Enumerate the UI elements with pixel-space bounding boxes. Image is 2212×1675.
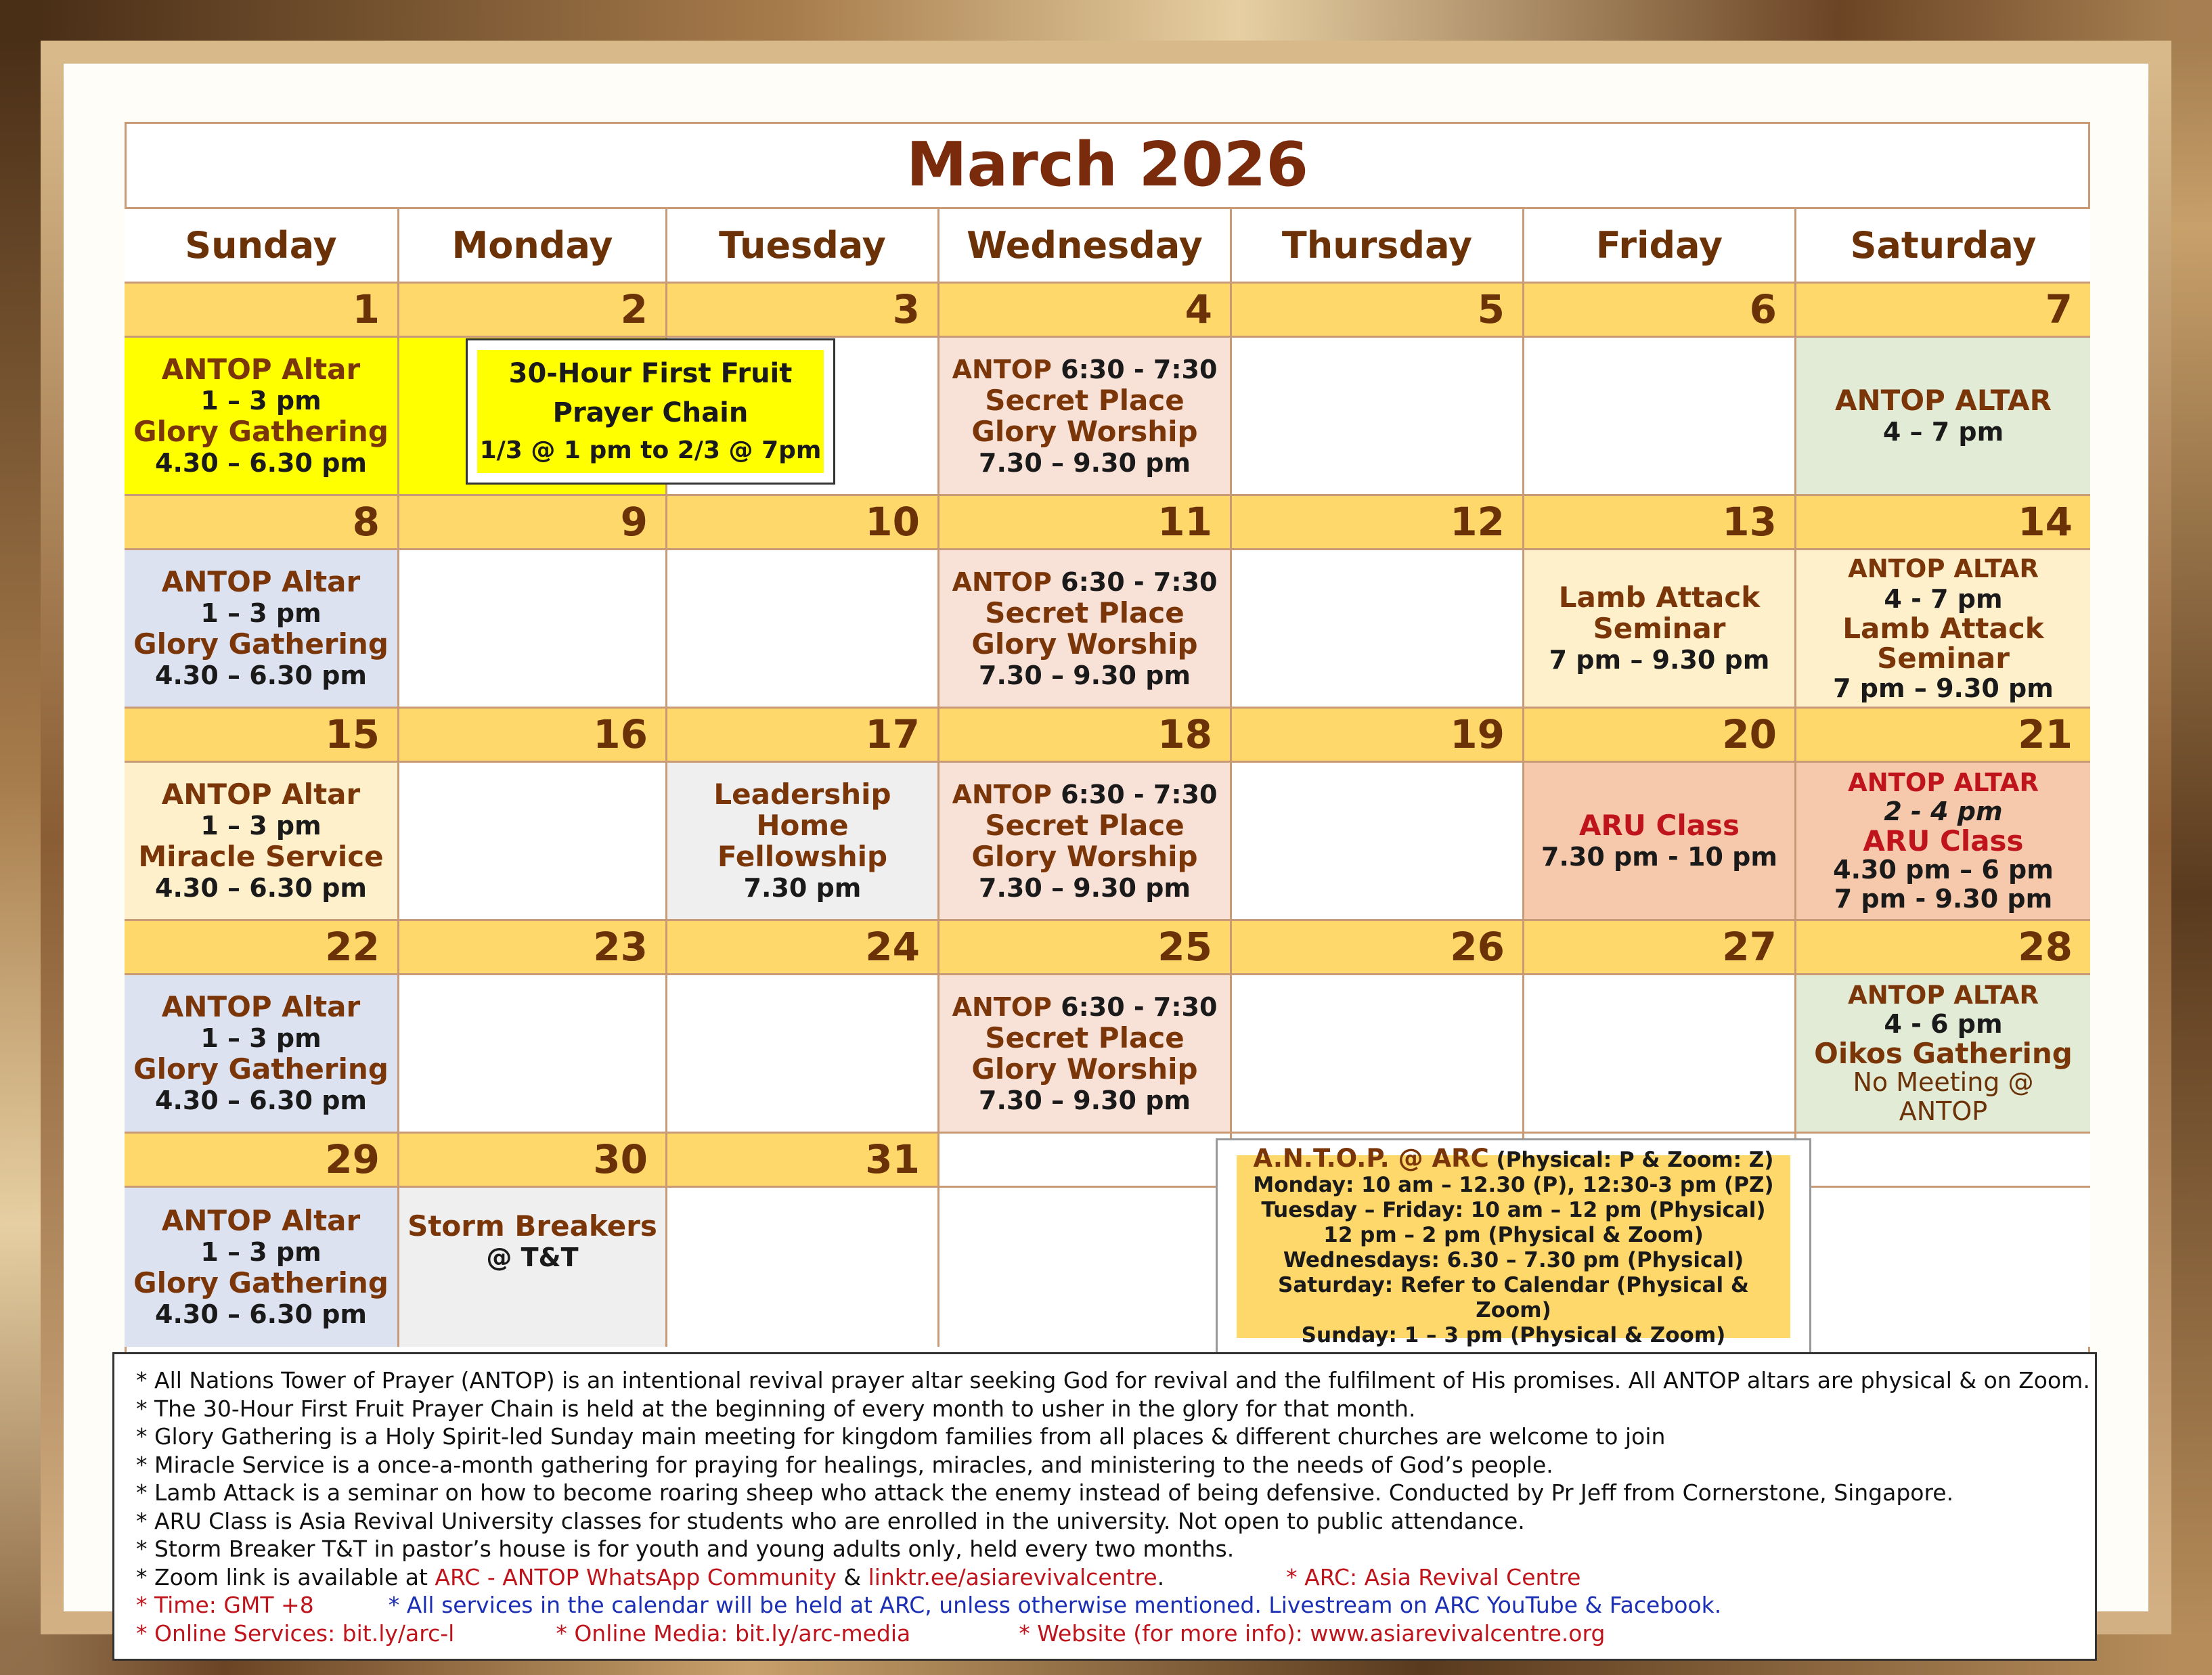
zoom-link-whatsapp[interactable]: ARC - ANTOP WhatsApp Community: [435, 1563, 837, 1590]
event-tue-10: [667, 548, 939, 707]
date-cell: 9: [399, 494, 667, 548]
event-sun-8: [125, 548, 399, 707]
date-cell: 31: [667, 1132, 939, 1186]
zoom-link-linktree[interactable]: linktr.ee/asiarevivalcentre: [868, 1563, 1157, 1590]
event-time: 1 – 3 pm: [200, 598, 322, 628]
first-fruit-callout-body: [477, 350, 824, 473]
event-title: Glory Worship: [971, 414, 1198, 448]
note-online-services[interactable]: * Online Services: bit.ly/arc-l: [136, 1620, 455, 1647]
antop-label: ANTOP: [952, 779, 1052, 809]
antop-schedule-heading-line: [1253, 1143, 1774, 1173]
event-fri-6: [1524, 336, 1796, 494]
antop-time: 6:30 - 7:30: [1061, 779, 1218, 809]
event-tue-31: [667, 1186, 939, 1347]
weekday-wednesday: Wednesday: [939, 207, 1232, 282]
empty-cell: [1796, 1186, 2090, 1347]
note-time-services: [136, 1591, 2073, 1620]
event-time: 4.30 – 6.30 pm: [155, 1299, 367, 1329]
date-cell: 24: [667, 919, 939, 973]
event-sat-21: [1796, 761, 2090, 919]
event-fri-20: [1524, 761, 1796, 919]
event-thu-19: [1232, 761, 1524, 919]
footnotes: [112, 1352, 2097, 1661]
week-3-events: [125, 761, 2090, 919]
event-title: ANTOP ALTAR: [1848, 981, 2039, 1010]
antop-schedule-line: Tuesday – Friday: 10 am – 12 pm (Physical): [1261, 1197, 1766, 1222]
event-mon-16: [399, 761, 667, 919]
antop-schedule-line: Sunday: 1 – 3 pm (Physical & Zoom): [1301, 1322, 1726, 1347]
note-time: * Time: GMT +8: [136, 1592, 314, 1618]
date-cell: 29: [125, 1132, 399, 1186]
event-fri-13: [1524, 548, 1796, 707]
event-title: ANTOP Altar: [161, 1203, 361, 1237]
note-website[interactable]: * Website (for more info): www.asiarevivalcentre.org: [1019, 1620, 1606, 1647]
antop-schedule-line: Saturday: Refer to Calendar (Physical & Zoom): [1278, 1272, 1749, 1322]
antop-schedule-line: Wednesdays: 6.30 – 7.30 pm (Physical): [1283, 1247, 1744, 1272]
event-sat-14: [1796, 548, 2090, 707]
date-cell: 6: [1524, 282, 1796, 336]
event-time: 1 – 3 pm: [200, 1023, 322, 1053]
event-title: ANTOP Altar: [161, 352, 361, 386]
event-title: Secret Place: [985, 596, 1185, 629]
empty-cell: [939, 1186, 1232, 1347]
event-title: Glory Gathering: [133, 627, 389, 661]
event-thu-26: [1232, 973, 1524, 1132]
note-lamb-attack: * Lamb Attack is a seminar on how to become roaring sheep who attack the enemy instead of being defensive. Conducted by Pr Jeff from Cornerstone, Singapore.: [136, 1479, 1954, 1506]
event-title: Fellowship: [717, 839, 888, 873]
event-title: ANTOP Altar: [161, 564, 361, 598]
event-title: Secret Place: [985, 1021, 1185, 1054]
event-time: 4.30 pm – 6 pm: [1833, 855, 2054, 885]
antop-schedule-line: 12 pm – 2 pm (Physical & Zoom): [1323, 1222, 1704, 1247]
event-time: 7.30 – 9.30 pm: [979, 447, 1191, 478]
week-4-numbers: [125, 919, 2090, 973]
event-title: Seminar: [1877, 641, 2010, 675]
date-cell: 4: [939, 282, 1232, 336]
event-title: Secret Place: [985, 808, 1185, 842]
event-title: ANTOP ALTAR: [1848, 768, 2039, 797]
date-cell: 11: [939, 494, 1232, 548]
note-online-media[interactable]: * Online Media: bit.ly/arc-media: [556, 1620, 911, 1647]
note-glory-gathering: * Glory Gathering is a Holy Spirit-led Sunday main meeting for kingdom families from all places & different churches are welcome to join: [136, 1423, 1666, 1450]
event-time: 7 pm - 9.30 pm: [1834, 884, 2053, 914]
event-tue-17: [667, 761, 939, 919]
note-aru-class: * ARU Class is Asia Revival University classes for students who are enrolled in the university. Not open to public attendance.: [136, 1507, 1525, 1534]
event-time: 4.30 – 6.30 pm: [155, 660, 367, 690]
date-cell: 30: [399, 1132, 667, 1186]
antop-schedule-heading: A.N.T.O.P. @ ARC: [1253, 1143, 1489, 1173]
date-cell: 10: [667, 494, 939, 548]
event-sat-7: [1796, 336, 2090, 494]
date-cell: 26: [1232, 919, 1524, 973]
event-mon-9: [399, 548, 667, 707]
antop-label: ANTOP: [952, 354, 1052, 384]
antop-label: ANTOP: [952, 566, 1052, 597]
note-services-wrap: [389, 1592, 1722, 1618]
weekday-saturday: Saturday: [1796, 207, 2090, 282]
event-time: 1 – 3 pm: [200, 1236, 322, 1267]
date-cell: 14: [1796, 494, 2090, 548]
event-sun-1: [125, 336, 399, 494]
event-fri-27: [1524, 973, 1796, 1132]
weekday-friday: Friday: [1524, 207, 1796, 282]
event-title: Glory Worship: [971, 839, 1198, 873]
antop-time: 6:30 - 7:30: [1061, 991, 1218, 1022]
date-cell-empty: [1796, 1132, 2090, 1186]
event-mon-30: [399, 1186, 667, 1347]
event-time: 4 - 6 pm: [1884, 1009, 2003, 1039]
event-thu-5: [1232, 336, 1524, 494]
event-note: No Meeting @: [1853, 1067, 2034, 1097]
first-fruit-line1: 30-Hour First Fruit: [508, 358, 793, 389]
event-time: 4 - 7 pm: [1884, 583, 2003, 614]
event-time: 2 - 4 pm: [1884, 797, 2003, 826]
date-cell: 21: [1796, 707, 2090, 761]
note-zoom: [136, 1563, 2073, 1592]
week-1-numbers: [125, 282, 2090, 336]
first-fruit-line3: 1/3 @ 1 pm to 2/3 @ 7pm: [479, 437, 822, 464]
weekday-sunday: Sunday: [125, 207, 399, 282]
event-title: ANTOP Altar: [161, 989, 361, 1023]
date-cell: 22: [125, 919, 399, 973]
date-cell: 20: [1524, 707, 1796, 761]
event-antop-line: [952, 779, 1218, 810]
event-title: Lamb Attack: [1558, 580, 1761, 614]
antop-time: 6:30 - 7:30: [1061, 354, 1218, 384]
date-cell: 23: [399, 919, 667, 973]
event-title: Glory Gathering: [133, 1052, 389, 1086]
zoom-amp: &: [836, 1563, 868, 1590]
event-time: 4.30 – 6.30 pm: [155, 447, 367, 478]
event-time: 7.30 pm - 10 pm: [1541, 841, 1777, 872]
date-cell: 25: [939, 919, 1232, 973]
event-sun-15: [125, 761, 399, 919]
weekday-tuesday: Tuesday: [667, 207, 939, 282]
event-mon-23: [399, 973, 667, 1132]
date-cell: 28: [1796, 919, 2090, 973]
date-cell: 3: [667, 282, 939, 336]
weekday-header-row: [125, 207, 2090, 282]
event-wed-25: [939, 973, 1232, 1132]
event-title: ARU Class: [1578, 808, 1740, 842]
date-cell-empty: [939, 1132, 1232, 1186]
antop-schedule-body: [1237, 1143, 1790, 1347]
antop-schedule-line: Monday: 10 am – 12.30 (P), 12:30-3 pm (PZ): [1253, 1172, 1774, 1197]
week-4-events: [125, 973, 2090, 1132]
week-3-numbers: [125, 707, 2090, 761]
event-title: Leadership: [713, 777, 891, 811]
event-title: Glory Gathering: [133, 1266, 389, 1299]
date-cell: 16: [399, 707, 667, 761]
event-antop-line: [952, 991, 1218, 1023]
event-title: Oikos Gathering: [1814, 1037, 2073, 1070]
week-2-numbers: [125, 494, 2090, 548]
zoom-end: .: [1157, 1563, 1165, 1590]
antop-time: 6:30 - 7:30: [1061, 566, 1218, 597]
antop-schedule-box: [1216, 1138, 1811, 1355]
antop-schedule-heading-note: (Physical: P & Zoom: Z): [1496, 1147, 1774, 1172]
date-cell: 18: [939, 707, 1232, 761]
note-storm-breaker: * Storm Breaker T&T in pastor’s house is for youth and young adults only, held every two months.: [136, 1536, 1235, 1562]
date-cell: 8: [125, 494, 399, 548]
event-time: 7.30 pm: [743, 872, 862, 903]
date-cell: 2: [399, 282, 667, 336]
event-time: 7 pm – 9.30 pm: [1833, 673, 2054, 703]
event-title: Glory Gathering: [133, 414, 389, 448]
event-sun-22: [125, 973, 399, 1132]
date-cell: 12: [1232, 494, 1524, 548]
date-cell: 7: [1796, 282, 2090, 336]
event-antop-line: [952, 354, 1218, 385]
event-title: Glory Worship: [971, 1052, 1198, 1086]
event-time: 4.30 – 6.30 pm: [155, 872, 367, 903]
event-title: Seminar: [1593, 611, 1726, 645]
antop-label: ANTOP: [952, 991, 1052, 1022]
date-cell: 27: [1524, 919, 1796, 973]
event-title: Storm Breakers: [407, 1209, 657, 1243]
week-2-events: [125, 548, 2090, 707]
first-fruit-line2: Prayer Chain: [552, 397, 749, 428]
event-time: 4 – 7 pm: [1882, 416, 2004, 447]
event-time: 7.30 – 9.30 pm: [979, 872, 1191, 903]
week-1-events: [125, 336, 2090, 494]
event-wed-18: [939, 761, 1232, 919]
note-antop: * All Nations Tower of Prayer (ANTOP) is an intentional revival prayer altar seeking God for revival and the fulfilment of His promises. All ANTOP altars are physical & on Zoom.: [136, 1367, 2090, 1393]
event-title: Lamb Attack: [1842, 611, 2044, 645]
event-wed-11: [939, 548, 1232, 707]
event-time: 4.30 – 6.30 pm: [155, 1085, 367, 1115]
event-title: Secret Place: [985, 383, 1185, 417]
first-fruit-callout: [466, 338, 835, 485]
event-title: Miracle Service: [138, 839, 384, 873]
event-sat-28: [1796, 973, 2090, 1132]
date-cell: 5: [1232, 282, 1524, 336]
event-title: ANTOP ALTAR: [1848, 554, 2039, 583]
event-time: 7.30 – 9.30 pm: [979, 1085, 1191, 1115]
event-location: @ T&T: [486, 1243, 579, 1272]
date-cell: 1: [125, 282, 399, 336]
zoom-prefix: * Zoom link is available at: [136, 1563, 435, 1590]
event-title: ANTOP Altar: [161, 777, 361, 811]
weekday-monday: Monday: [399, 207, 667, 282]
event-time: 7 pm – 9.30 pm: [1549, 644, 1770, 675]
note-miracle-service: * Miracle Service is a once-a-month gathering for praying for healings, miracles, and ministering to the needs of God’s people.: [136, 1451, 1553, 1478]
event-note: ANTOP: [1899, 1096, 1988, 1126]
event-time: 1 – 3 pm: [200, 810, 322, 841]
note-first-fruit: * The 30-Hour First Fruit Prayer Chain is held at the beginning of every month to usher in the glory for that month.: [136, 1395, 1416, 1422]
event-title: Home: [756, 808, 849, 842]
event-wed-4: [939, 336, 1232, 494]
date-cell: 13: [1524, 494, 1796, 548]
date-cell: 15: [125, 707, 399, 761]
event-thu-12: [1232, 548, 1524, 707]
event-title: Glory Worship: [971, 627, 1198, 661]
event-antop-line: [952, 566, 1218, 598]
note-links: [136, 1620, 2073, 1648]
date-cell: 17: [667, 707, 939, 761]
event-sun-29: [125, 1186, 399, 1347]
calendar-title: March 2026: [906, 129, 1308, 200]
event-title: ANTOP ALTAR: [1835, 383, 2052, 417]
note-services: * All services in the calendar will be held at ARC, unless otherwise mentioned. Livestream on ARC YouTube & Facebook.: [388, 1592, 1722, 1618]
note-arc-definition: * ARC: Asia Revival Centre: [1286, 1563, 1581, 1590]
event-time: 7.30 – 9.30 pm: [979, 660, 1191, 690]
event-tue-24: [667, 973, 939, 1132]
weekday-thursday: Thursday: [1232, 207, 1524, 282]
date-cell: 19: [1232, 707, 1524, 761]
event-time: 1 – 3 pm: [200, 385, 322, 416]
event-title: ARU Class: [1863, 824, 2024, 857]
